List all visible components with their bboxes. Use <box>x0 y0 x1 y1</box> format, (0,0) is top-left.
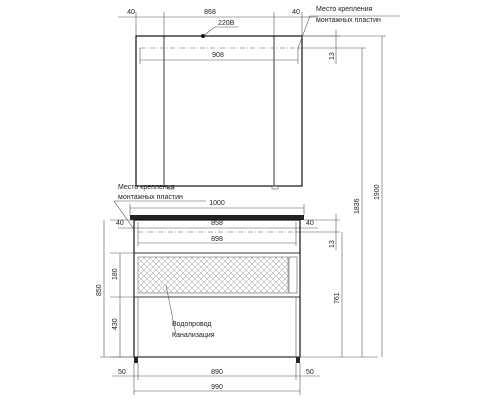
vanity-unit <box>96 184 378 395</box>
vanity-top-width-dim <box>130 200 304 215</box>
cabinet-left-gap-dim: 40 <box>127 9 135 16</box>
vanity-bottom-inner-value: 890 <box>211 369 223 376</box>
plumbing-water-label: Водопровод <box>172 321 212 328</box>
cabinet-mount-span-dim: 908 <box>212 52 224 59</box>
vanity-mount-label <box>114 184 206 228</box>
mirror-cabinet <box>118 6 400 189</box>
vanity-bottom-dims <box>112 363 320 395</box>
vanity-leg-left <box>134 357 138 363</box>
cabinet-mount-label-line2: монтажных пластин <box>316 17 381 24</box>
cabinet-inner-width-dim: 868 <box>204 9 216 16</box>
overall-height-dims <box>302 36 386 357</box>
cabinet-right-gap-dim: 40 <box>292 9 300 16</box>
power-outlet-marker <box>201 20 238 38</box>
overall-mount-height-value: 1836 <box>354 198 361 214</box>
vanity-bottom-left-value: 50 <box>118 369 126 376</box>
vanity-lower-height-value: 430 <box>112 318 119 330</box>
vanity-left-gap-dim: 40 <box>116 220 124 227</box>
vanity-total-height-value: 850 <box>96 284 103 296</box>
drawer-woven-panel <box>138 257 288 293</box>
plumbing-drain-label: Канализация <box>172 332 215 339</box>
vanity-mount-label-line2: монтажных пластин <box>118 194 183 201</box>
vanity-floor-mount-dim <box>334 232 342 357</box>
vanity-top-width-value: 1000 <box>209 200 225 207</box>
vanity-floor-mount-value: 761 <box>334 292 341 304</box>
vanity-left-height-dims <box>96 220 134 357</box>
cabinet-offset-value: 13 <box>329 52 336 60</box>
vanity-drawer-height-value: 180 <box>112 268 119 280</box>
vanity-right-gap-dim: 40 <box>306 220 314 227</box>
vanity-mount-label-line1: Место крепления <box>118 184 175 191</box>
vanity-leg-right <box>296 357 300 363</box>
vanity-mount-inner-dim: 858 <box>211 220 223 227</box>
voltage-label: 220В <box>218 20 235 27</box>
cabinet-mount-label <box>298 6 400 48</box>
cabinet-mount-offset-dim <box>298 30 340 64</box>
vanity-mount-span-dim: 898 <box>211 236 223 243</box>
vanity-offset-value: 13 <box>329 240 336 248</box>
drawer-side-strip <box>289 257 297 293</box>
vanity-bottom-right-value: 50 <box>306 369 314 376</box>
overall-total-height-value: 1900 <box>374 184 381 200</box>
vanity-mount-plates <box>138 232 296 243</box>
cabinet-mount-label-line1: Место крепления <box>316 6 373 13</box>
vanity-overall-width-value: 990 <box>211 384 223 391</box>
